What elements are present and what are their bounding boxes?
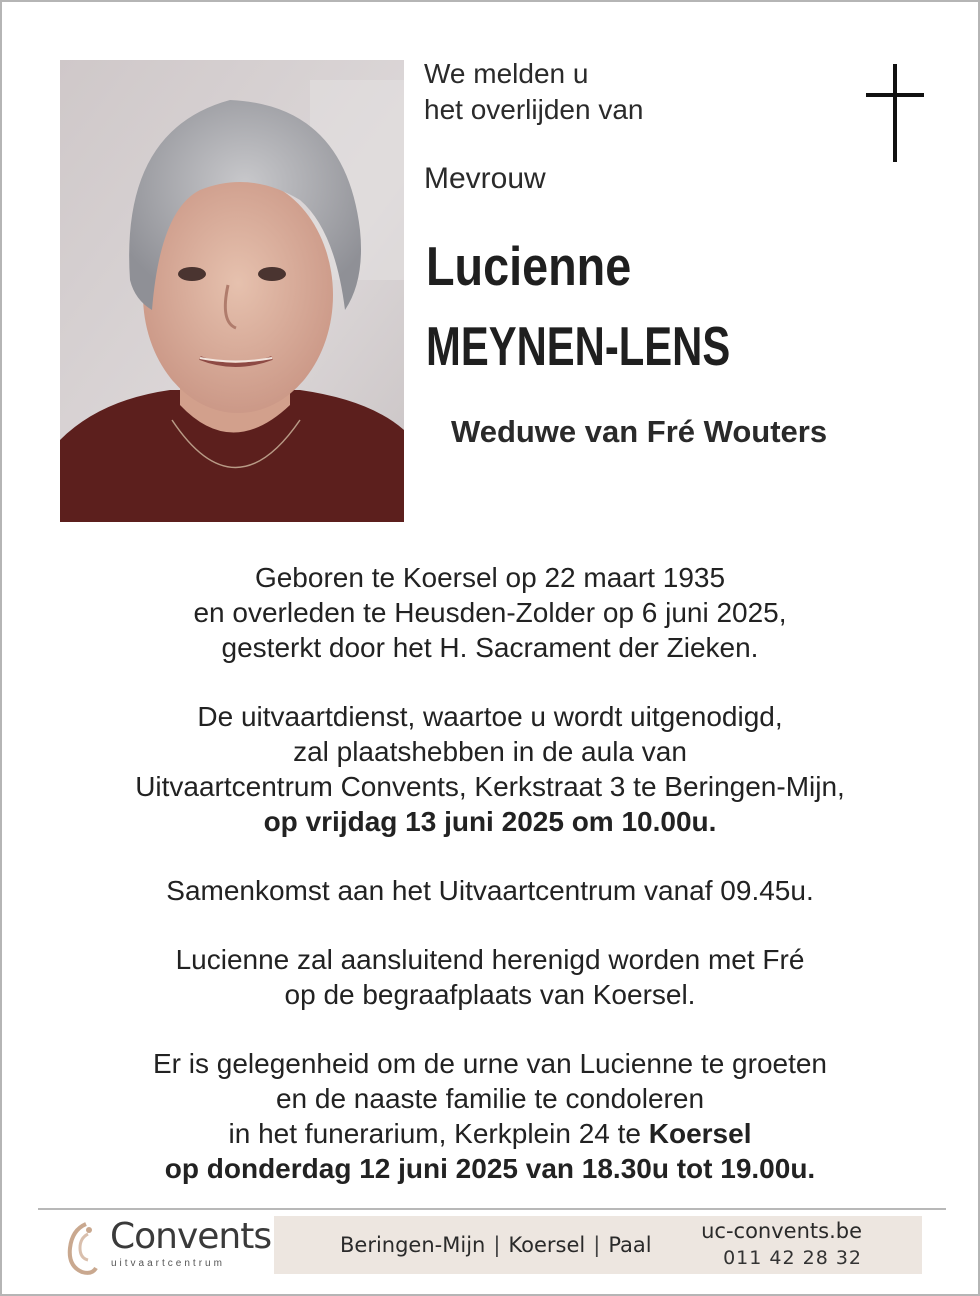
visitation-place-prefix: in het funerarium, Kerkplein 24 te [228,1118,649,1149]
location-paal: Paal [608,1233,652,1257]
location-beringen-mijn: Beringen-Mijn [340,1233,486,1257]
logo-name: Convents [110,1216,272,1257]
text-line: De uitvaartdienst, waartoe u wordt uitgenodigd, [197,701,783,732]
deceased-first-name: Lucienne [426,235,632,297]
logo-subtitle: uitvaartcentrum [111,1258,225,1269]
intro-line-2: het overlijden van [424,94,644,125]
footer-info-band [274,1216,922,1274]
notice-body [22,560,958,1220]
visitation-date: op donderdag 12 juni 2025 van 18.30u tot 19.00u. [164,1153,816,1184]
visitation-place [22,1116,958,1151]
visitation-paragraph [22,1046,958,1186]
text-line: Uitvaartcentrum Convents, Kerkstraat 3 te Beringen-Mijn, [135,771,845,802]
convents-logo [62,1216,272,1276]
location-koersel: Koersel [508,1233,586,1257]
text-line: Geboren te Koersel op 22 maart 1935 [254,562,726,593]
gathering-paragraph [22,873,958,908]
separator: | [593,1233,601,1257]
text-line: Samenkomst aan het Uitvaartcentrum vanaf 09.45u. [166,875,814,906]
logo-mark-icon [62,1220,102,1276]
portrait-photo [60,60,404,522]
visitation-town: Koersel [648,1118,752,1149]
funeral-service-paragraph [22,699,958,839]
text-line: en de naaste familie te condoleren [275,1083,705,1114]
cross-icon [866,64,924,162]
portrait-image [60,60,404,522]
intro-line-1: We melden u [424,58,589,89]
text-line: op de begraafplaats van Koersel. [284,979,696,1010]
phone-number: 011 42 28 32 [723,1247,862,1269]
footer-divider [38,1208,946,1210]
separator: | [493,1233,501,1257]
birth-death-paragraph [22,560,958,665]
text-line: gesterkt door het H. Sacrament der Zieken. [221,632,759,663]
text-line: zal plaatshebben in de aula van [293,736,687,767]
service-date: op vrijdag 13 juni 2025 om 10.00u. [263,806,717,837]
burial-paragraph [22,942,958,1012]
website-link[interactable]: uc-convents.be [701,1219,862,1243]
location-list [340,1233,652,1257]
text-line: Lucienne zal aansluitend herenigd worden met Fré [175,944,805,975]
widow-of-line: Weduwe van Fré Wouters [451,414,828,449]
honorific: Mevrouw [424,162,546,195]
deceased-last-name: MEYNEN-LENS [426,315,731,377]
text-line: en overleden te Heusden-Zolder op 6 juni 2025, [193,597,787,628]
text-line: Er is gelegenheid om de urne van Lucienne te groeten [152,1048,828,1079]
announcement-intro [424,56,643,128]
